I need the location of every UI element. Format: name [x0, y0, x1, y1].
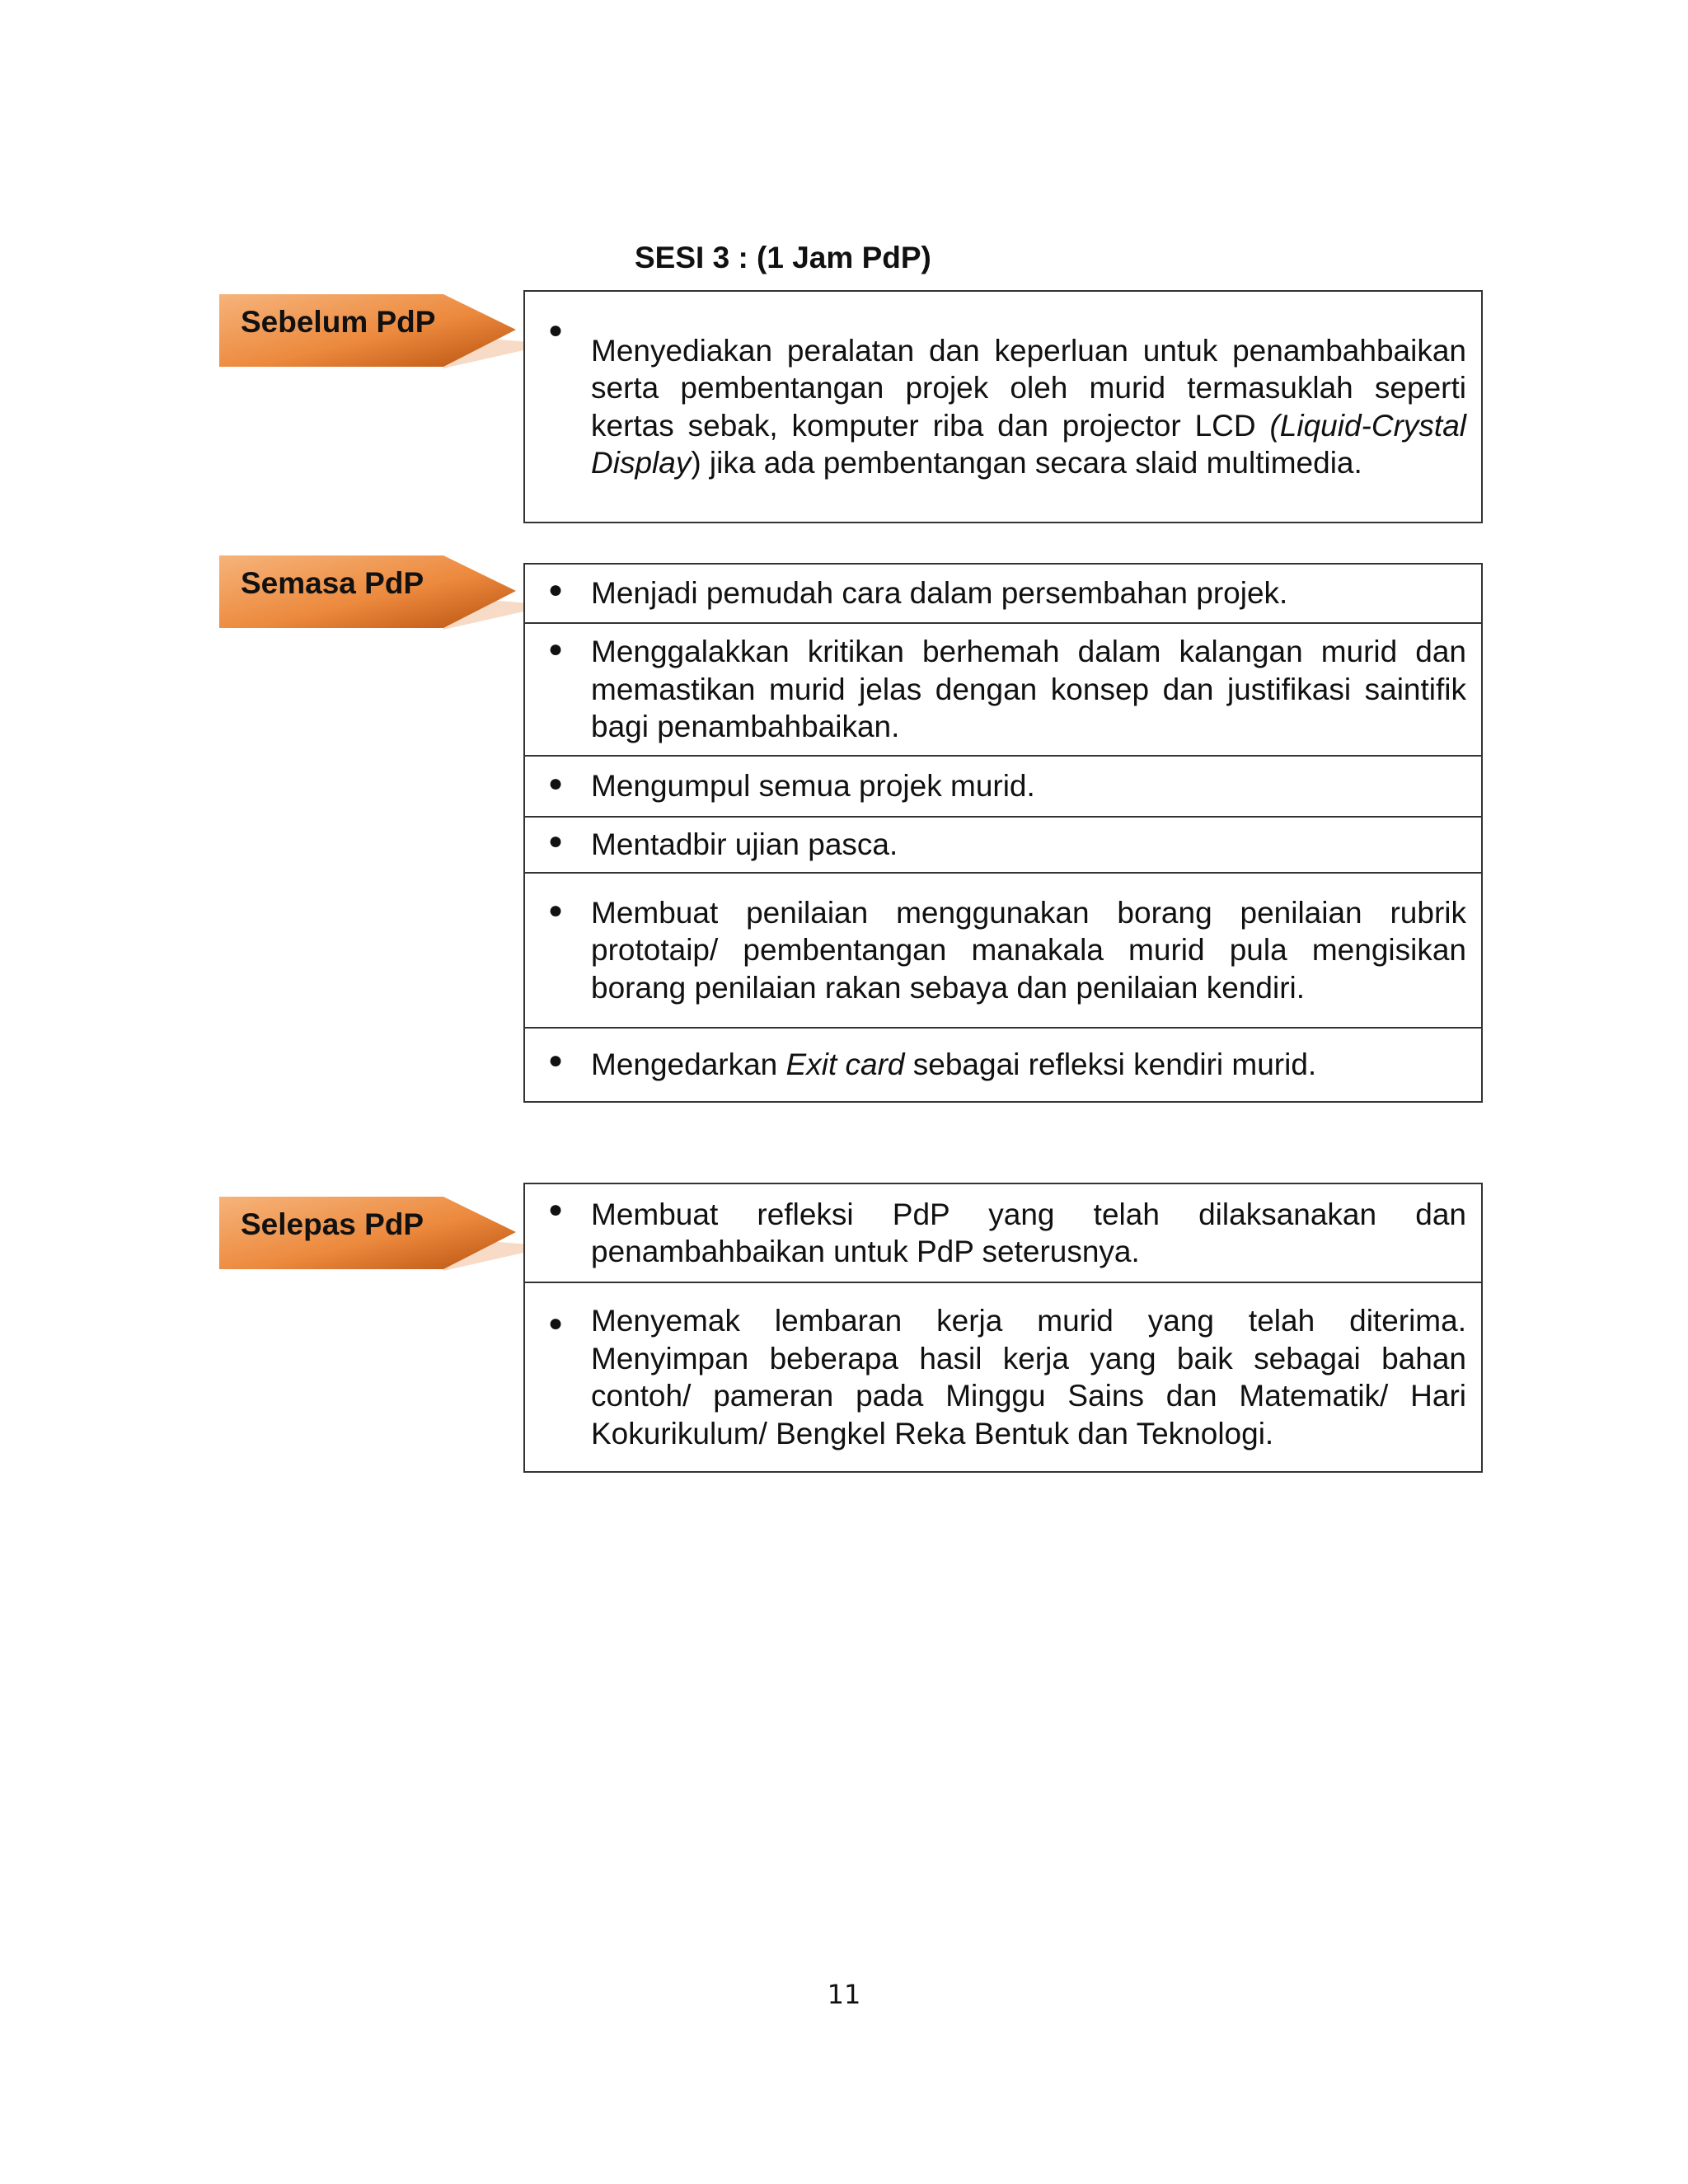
- bullet-icon: ●: [547, 1196, 564, 1223]
- tag-label: Semasa PdP: [241, 566, 424, 600]
- item-text: Mentadbir ujian pasca.: [591, 827, 898, 862]
- list-item: [525, 818, 1481, 874]
- list-item: [525, 874, 1481, 1029]
- section-box-semasa: [523, 563, 1483, 1103]
- bullet-icon: ●: [547, 897, 564, 924]
- tag-semasa-pdp: [219, 554, 549, 632]
- item-text: Mengedarkan Exit card sebagai refleksi kendiri murid.: [591, 1047, 1317, 1082]
- item-text: Mengumpul semua projek murid.: [591, 769, 1035, 804]
- bullet-icon: ●: [547, 576, 564, 603]
- item-text: Membuat penilaian menggunakan borang penilaian rubrik prototaip/ pembentangan manakala murid pula mengisikan borang penilaian rakan sebaya dan penilaian kendiri.: [591, 895, 1466, 1005]
- session-title: SESI 3 : (1 Jam PdP): [635, 241, 931, 274]
- item-text: Menjadi pemudah cara dalam persembahan projek.: [591, 576, 1288, 611]
- tag-label: Sebelum PdP: [241, 305, 436, 339]
- bullet-icon: ●: [547, 827, 564, 855]
- bullet-icon: ●: [547, 1310, 564, 1337]
- item-text: Menggalakkan kritikan berhemah dalam kalangan murid dan memastikan murid jelas dengan konsep dan justifikasi saintifik bagi penambahbaikan.: [591, 635, 1466, 744]
- item-text: Menyemak lembaran kerja murid yang telah diterima. Menyimpan beberapa hasil kerja yang baik sebagai bahan contoh/ pameran pada Minggu Sains dan Matematik/ Hari Kokurikulum/ Bengkel Reka Bentuk dan Teknologi.: [591, 1304, 1466, 1451]
- bullet-icon: ●: [547, 635, 564, 663]
- page-number: 11: [827, 1979, 861, 2010]
- list-item: [525, 1283, 1481, 1471]
- item-text: Membuat refleksi PdP yang telah dilaksanakan dan penambahbaikan untuk PdP seterusnya.: [591, 1197, 1466, 1268]
- bullet-icon: ●: [547, 770, 564, 797]
- list-item: [525, 757, 1481, 818]
- tag-selepas-pdp: [219, 1195, 549, 1273]
- bullet-icon: ●: [547, 1047, 564, 1074]
- list-item: [525, 1184, 1481, 1283]
- section-box-selepas: [523, 1183, 1483, 1473]
- tag-sebelum-pdp: [219, 293, 549, 371]
- tag-label: Selepas PdP: [241, 1207, 424, 1241]
- list-item: [525, 1029, 1481, 1101]
- list-item: [525, 565, 1481, 624]
- bullet-icon: ●: [547, 316, 564, 344]
- list-item: [525, 292, 1481, 522]
- section-box-sebelum: [523, 290, 1483, 523]
- item-text: Menyediakan peralatan dan keperluan untuk penambahbaikan serta pembentangan projek oleh murid termasuklah seperti kertas sebak, komputer riba dan projector LCD (Liquid-Crystal Display) jika ada pembentangan secara slaid multimedia.: [591, 333, 1466, 480]
- list-item: [525, 624, 1481, 757]
